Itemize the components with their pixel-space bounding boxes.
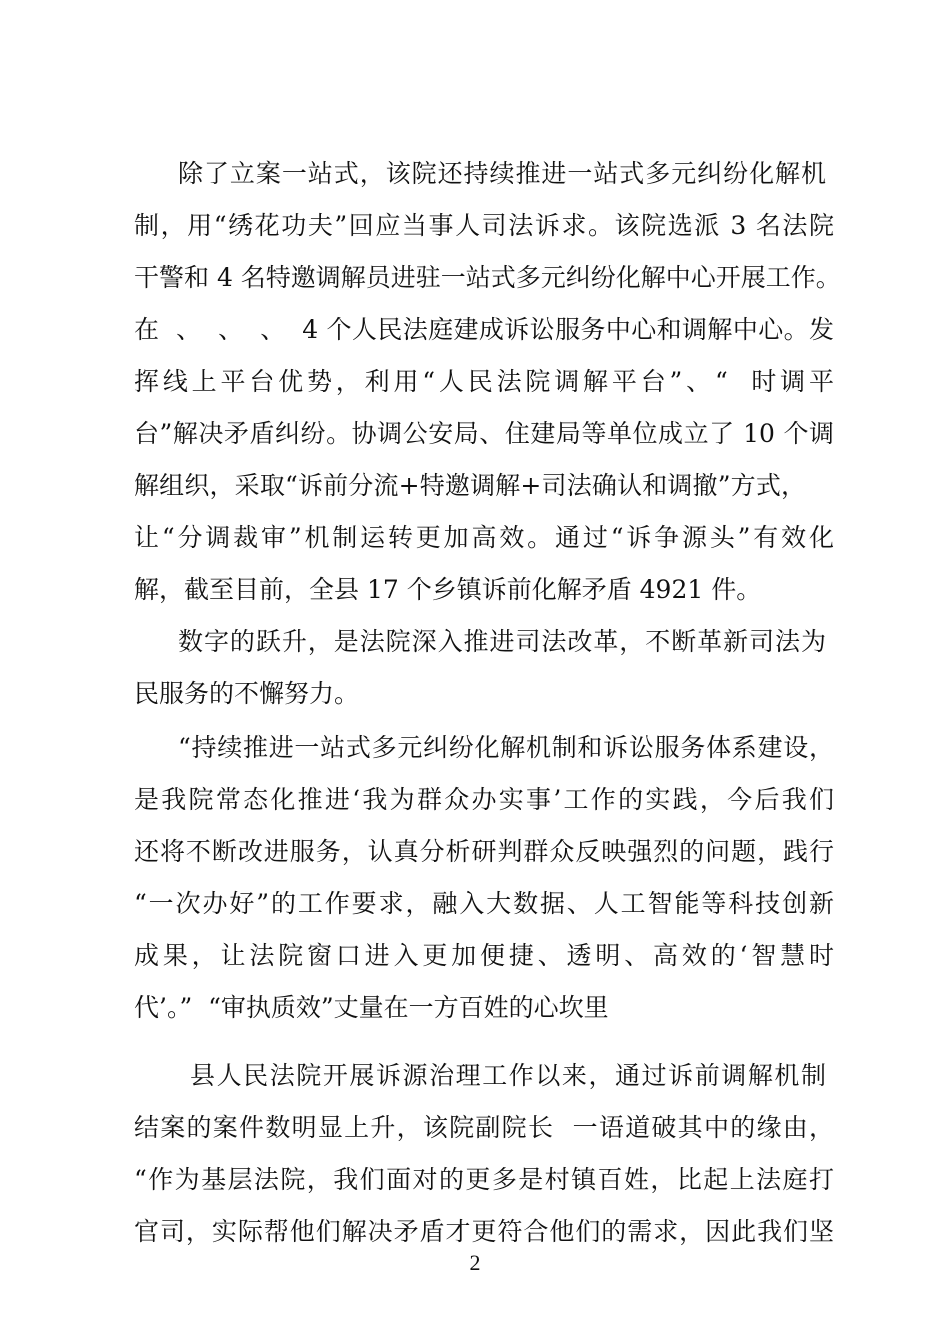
text-line-8: 让“分调裁审”机制运转更加高效。通过“诉争源头”有效化 (134, 523, 834, 552)
text-line-9: 解，截至目前，全县 17 个乡镇诉前化解矛盾 4921 件。 (134, 575, 762, 604)
text-line-7: 解组织，采取“诉前分流+特邀调解+司法确认和调撤”方式， (134, 471, 806, 500)
text-line-14: 还将不断改进服务，认真分析研判群众反映强烈的问题，践行 (134, 837, 834, 866)
text-line-1: 除了立案一站式，该院还持续推进一站式多元纠纷化解机 (178, 159, 826, 188)
text-line-12: “持续推进一站式多元纠纷化解机制和诉讼服务体系建设， (178, 733, 834, 762)
text-line-2: 制，用“绣花功夫”回应当事人司法诉求。该院选派 3 名法院 (134, 211, 834, 240)
text-line-5: 挥线上平台优势，利用“人民法院调解平台”、“ 时调平 (134, 367, 834, 396)
text-line-21: 官司，实际帮他们解决矛盾才更符合他们的需求，因此我们坚 (134, 1217, 834, 1246)
text-line-10: 数字的跃升，是法院深入推进司法改革，不断革新司法为 (178, 627, 826, 656)
text-line-16: 成果，让法院窗口进入更加便捷、透明、高效的‘智慧时 (134, 941, 834, 970)
text-line-11: 民服务的不懈努力。 (134, 679, 360, 708)
text-line-3: 干警和 4 名特邀调解员进驻一站式多元纠纷化解中心开展工作。 (134, 263, 841, 292)
text-line-13: 是我院常态化推进‘我为群众办实事’工作的实践，今后我们 (134, 785, 834, 814)
text-line-20: “作为基层法院，我们面对的更多是村镇百姓，比起上法庭打 (134, 1165, 834, 1194)
text-line-17: 代’。” “审执质效”丈量在一方百姓的心坎里 (134, 993, 609, 1022)
text-line-4: 在 、 、 、 4 个人民法庭建成诉讼服务中心和调解中心。发 (134, 315, 834, 344)
page-number: 2 (469, 1250, 481, 1275)
text-line-19: 结案的案件数明显上升，该院副院长 一语道破其中的缘由， (134, 1113, 834, 1142)
text-line-15: “一次办好”的工作要求，融入大数据、人工智能等科技创新 (134, 889, 834, 918)
text-line-18: 县人民法院开展诉源治理工作以来，通过诉前调解机制 (190, 1061, 826, 1090)
text-line-6: 台”解决矛盾纠纷。协调公安局、住建局等单位成立了 10 个调 (134, 419, 834, 448)
